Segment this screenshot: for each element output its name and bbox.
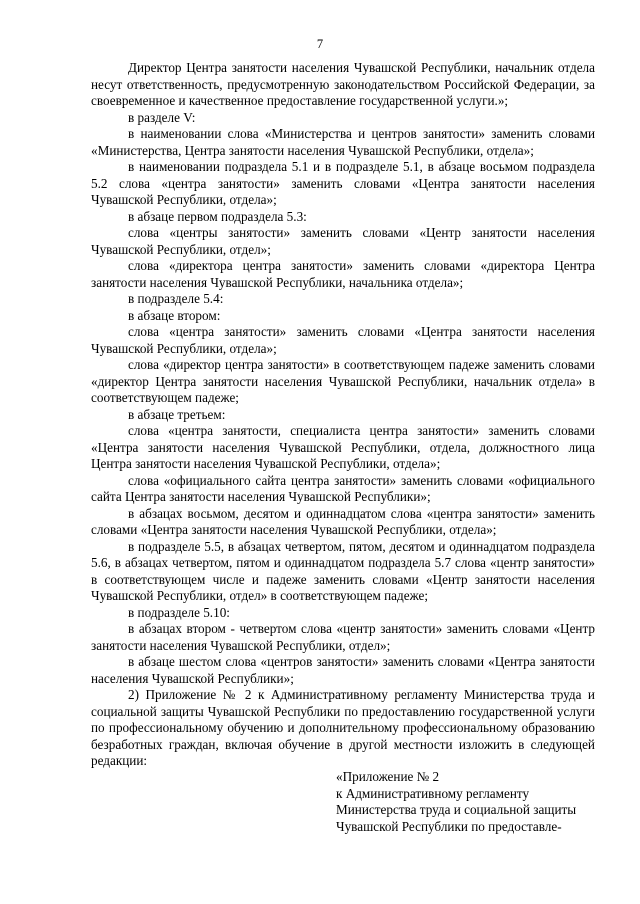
- paragraph: слова «директор центра занятости» в соответствующем падеже заменить словами «директор Центра занятости населения Чувашской Республики, начальник отдела» в соответствующем падеже;: [91, 357, 595, 405]
- paragraph: слова «официального сайта центра занятости» заменить словами «официального сайта Центра занятости населения Чувашской Республики»;: [91, 472, 595, 504]
- paragraph: в абзаце шестом слова «центров занятости» заменить словами «Центра занятости населения Чувашской Республики»;: [91, 654, 595, 686]
- paragraph: в абзацах восьмом, десятом и одиннадцатом слова «центра занятости» заменить словами «Центра занятости населения Чувашской Республики, отдела»;: [91, 505, 595, 537]
- paragraph: слова «директора центра занятости» заменить словами «директора Центра занятости населения Чувашской Республики, начальника отдела»;: [91, 258, 595, 290]
- paragraph: 2) Приложение № 2 к Административному регламенту Министерства труда и социальной защиты Чувашской Республики по предоставлению государственной услуги по профессиональному обучению и дополнительному профессиональному образованию безработных граждан, включая обучение в другой местности изложить в следующей редакции:: [91, 687, 595, 768]
- paragraph: в подразделе 5.4:: [128, 291, 224, 306]
- paragraph: в абзаце третьем:: [128, 406, 226, 422]
- appendix-header-text: «Приложение № 2 к Административному регламенту Министерства труда и социальной защиты Чувашской Республики по предоставле-: [336, 769, 577, 834]
- paragraph: в подразделе 5.10:: [128, 604, 230, 620]
- document-body: [91, 60, 595, 770]
- paragraph: в абзаце втором:: [128, 307, 221, 323]
- paragraph: в наименовании подраздела 5.1 и в подразделе 5.1, в абзаце восьмом подраздела 5.2 слова «центра занятости» заменить словами «Центра занятости населения Чувашской Республики, отдела»;: [91, 159, 595, 207]
- paragraph: в абзацах втором - четвертом слова «центр занятости» заменить словами «Центр занятости населения Чувашской Республики, отдел»;: [91, 621, 595, 653]
- paragraph: слова «центры занятости» заменить словами «Центр занятости населения Чувашской Республики, отдел»;: [91, 225, 595, 257]
- paragraph: в подразделе 5.5, в абзацах четвертом, пятом, десятом и одиннадцатом подраздела 5.6, в абзацах четвертом, пятом и одиннадцатом подраздела 5.7 слова «центр занятости» в соответствующем числе и падеже заменить словами «Центр занятости населения Чувашской Республики, отдел» в соответствующем падеже;: [91, 538, 595, 603]
- paragraph: в разделе V:: [128, 109, 196, 125]
- paragraph: в наименовании слова «Министерства и центров занятости» заменить словами «Министерства, Центра занятости населения Чувашской Республики, отдела»;: [91, 126, 595, 158]
- paragraph: слова «центра занятости, специалиста центра занятости» заменить словами «Центра занятости населения Чувашской Республики, отдела, должностного лица Центра занятости населения Чувашской Республики, отдела»;: [91, 423, 595, 471]
- paragraph: в абзаце первом подраздела 5.3:: [128, 208, 307, 224]
- page-number: 7: [316, 37, 324, 51]
- paragraph: слова «центра занятости» заменить словами «Центра занятости населения Чувашской Республики, отдела»;: [91, 324, 595, 356]
- appendix-header: [336, 769, 596, 835]
- paragraph: Директор Центра занятости населения Чувашской Республики, начальник отдела несут ответственность, предусмотренную законодательством Российской Федерации, за своевременное и качественное предоставление государственной услуги.»;: [91, 60, 595, 108]
